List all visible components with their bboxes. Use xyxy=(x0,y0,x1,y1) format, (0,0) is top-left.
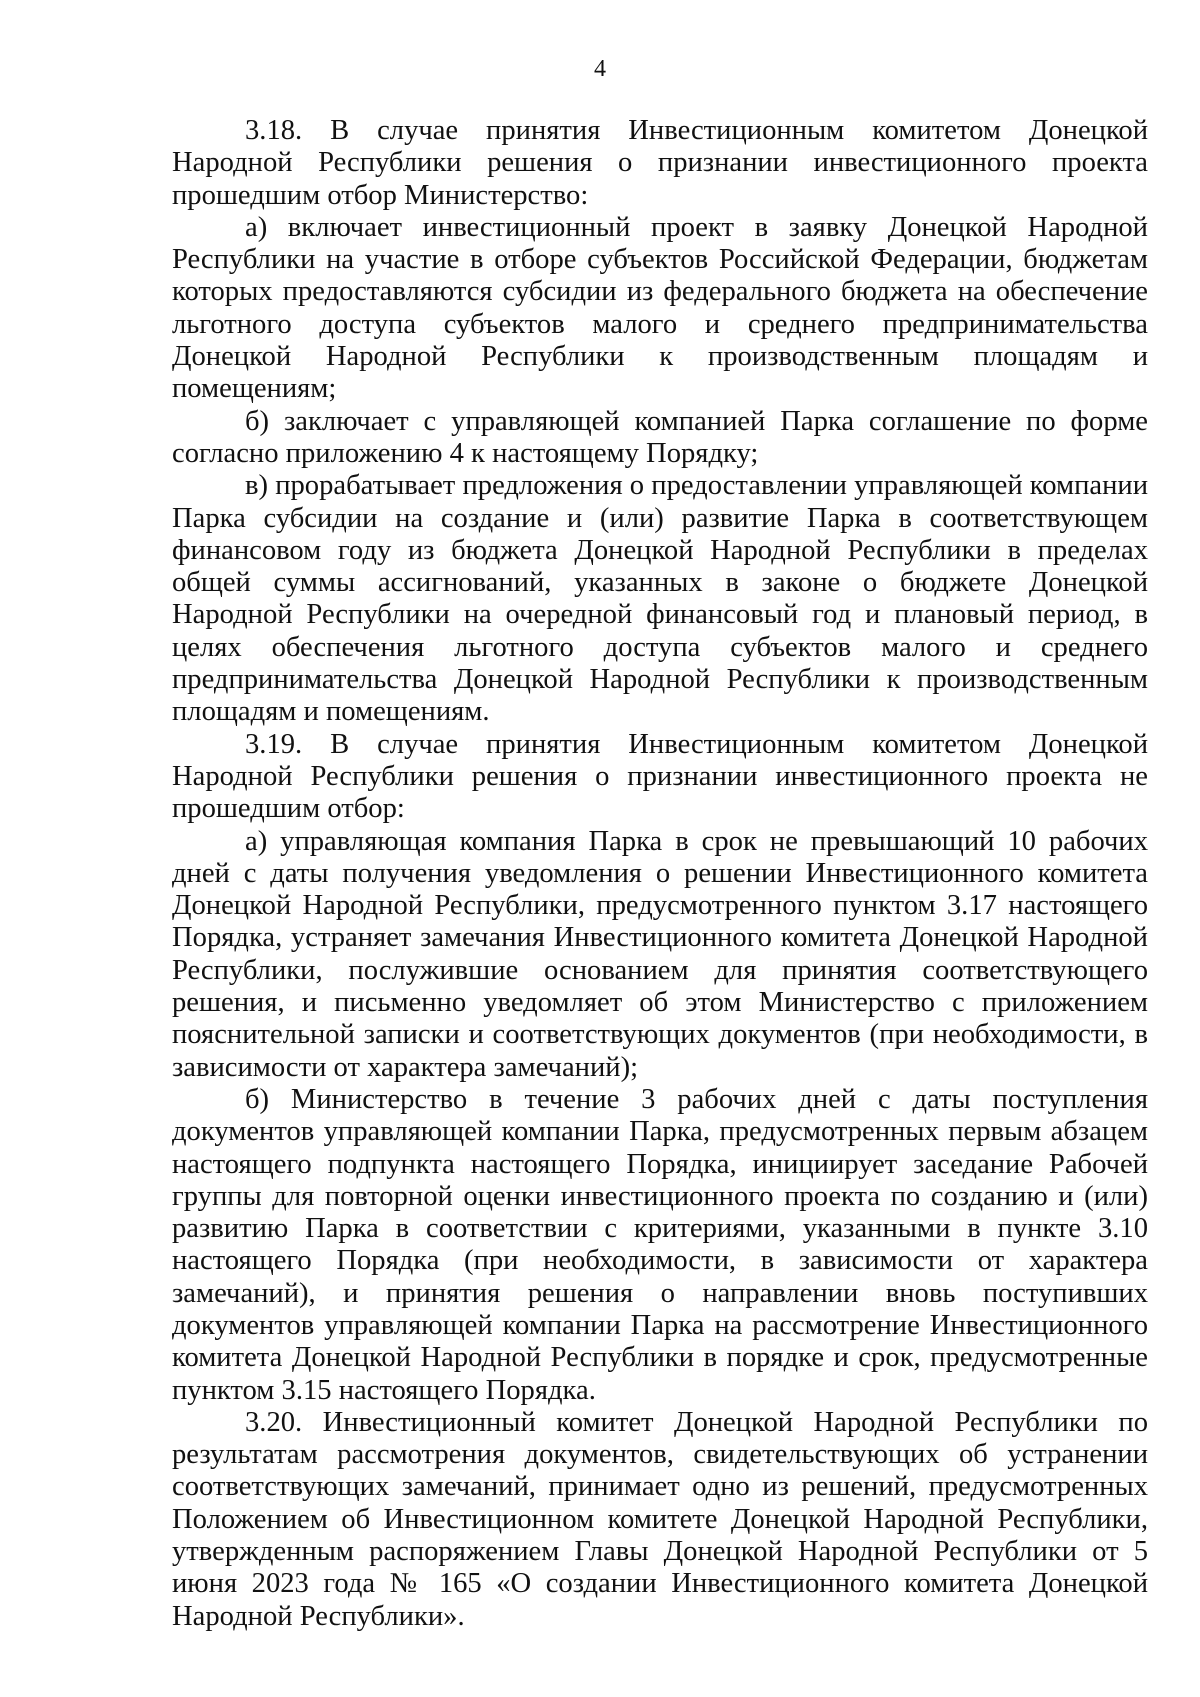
page-number: 4 xyxy=(594,56,606,82)
paragraph-3-18-v: в) прорабатывает предложения о предоставлении управляющей компании Парка субсидии на создание и (или) развитие Парка в соответствующем финансовом году из бюджета Донецкой Народной Республики в пределах общей суммы ассигнований, указанных в законе о бюджете Донецкой Народной Республики на очередной финансовый год и плановый период, в целях обеспечения льготного доступа субъектов малого и среднего предпринимательства Донецкой Народной Республики к производственным площадям и помещениям. xyxy=(172,470,1148,728)
paragraph-3-18-b: б) заключает с управляющей компанией Парка соглашение по форме согласно приложению 4 к настоящему Порядку; xyxy=(172,405,1148,469)
paragraph-3-19-b: б) Министерство в течение 3 рабочих дней с даты поступления документов управляющей компании Парка, предусмотренных первым абзацем настоящего подпункта настоящего Порядка, инициирует заседание Рабочей группы для повторной оценки инвестиционного проекта по созданию и (или) развитию Парка в соответствии с критериями, указанными в пункте 3.10 настоящего Порядка (при необходимости, в зависимости от характера замечаний), и принятия решения о направлении вновь поступивших документов управляющей компании Парка на рассмотрение Инвестиционного комитета Донецкой Народной Республики в порядке и срок, предусмотренные пунктом 3.15 настоящего Порядка. xyxy=(172,1083,1148,1406)
paragraph-3-19: 3.19. В случае принятия Инвестиционным комитетом Донецкой Народной Республики решения о признании инвестиционного проекта не прошедшим отбор: xyxy=(172,728,1148,825)
paragraph-3-20: 3.20. Инвестиционный комитет Донецкой Народной Республики по результатам рассмотрения документов, свидетельствующих об устранении соответствующих замечаний, принимает одно из решений, предусмотренных Положением об Инвестиционном комитете Донецкой Народной Республики, утвержденным распоряжением Главы Донецкой Народной Республики от 5 июня 2023 года № 165 «О создании Инвестиционного комитета Донецкой Народной Республики». xyxy=(172,1406,1148,1632)
paragraph-3-18: 3.18. В случае принятия Инвестиционным комитетом Донецкой Народной Республики решения о признании инвестиционного проекта прошедшим отбор Министерство: xyxy=(172,115,1148,211)
paragraph-3-18-a: а) включает инвестиционный проект в заявку Донецкой Народной Республики на участие в отборе субъектов Российской Федерации, бюджетам которых предоставляются субсидии из федерального бюджета на обеспечение льготного доступа субъектов малого и среднего предпринимательства Донецкой Народной Республики к производственным площадям и помещениям; xyxy=(172,211,1148,405)
paragraph-3-19-a: а) управляющая компания Парка в срок не превышающий 10 рабочих дней с даты получения уведомления о решении Инвестиционного комитета Донецкой Народной Республики, предусмотренного пунктом 3.17 настоящего Порядка, устраняет замечания Инвестиционного комитета Донецкой Народной Республики, послужившие основанием для принятия соответствующего решения, и письменно уведомляет об этом Министерство с приложением пояснительной записки и соответствующих документов (при необходимости, в зависимости от характера замечаний); xyxy=(172,825,1148,1083)
document-body xyxy=(172,115,1148,1633)
